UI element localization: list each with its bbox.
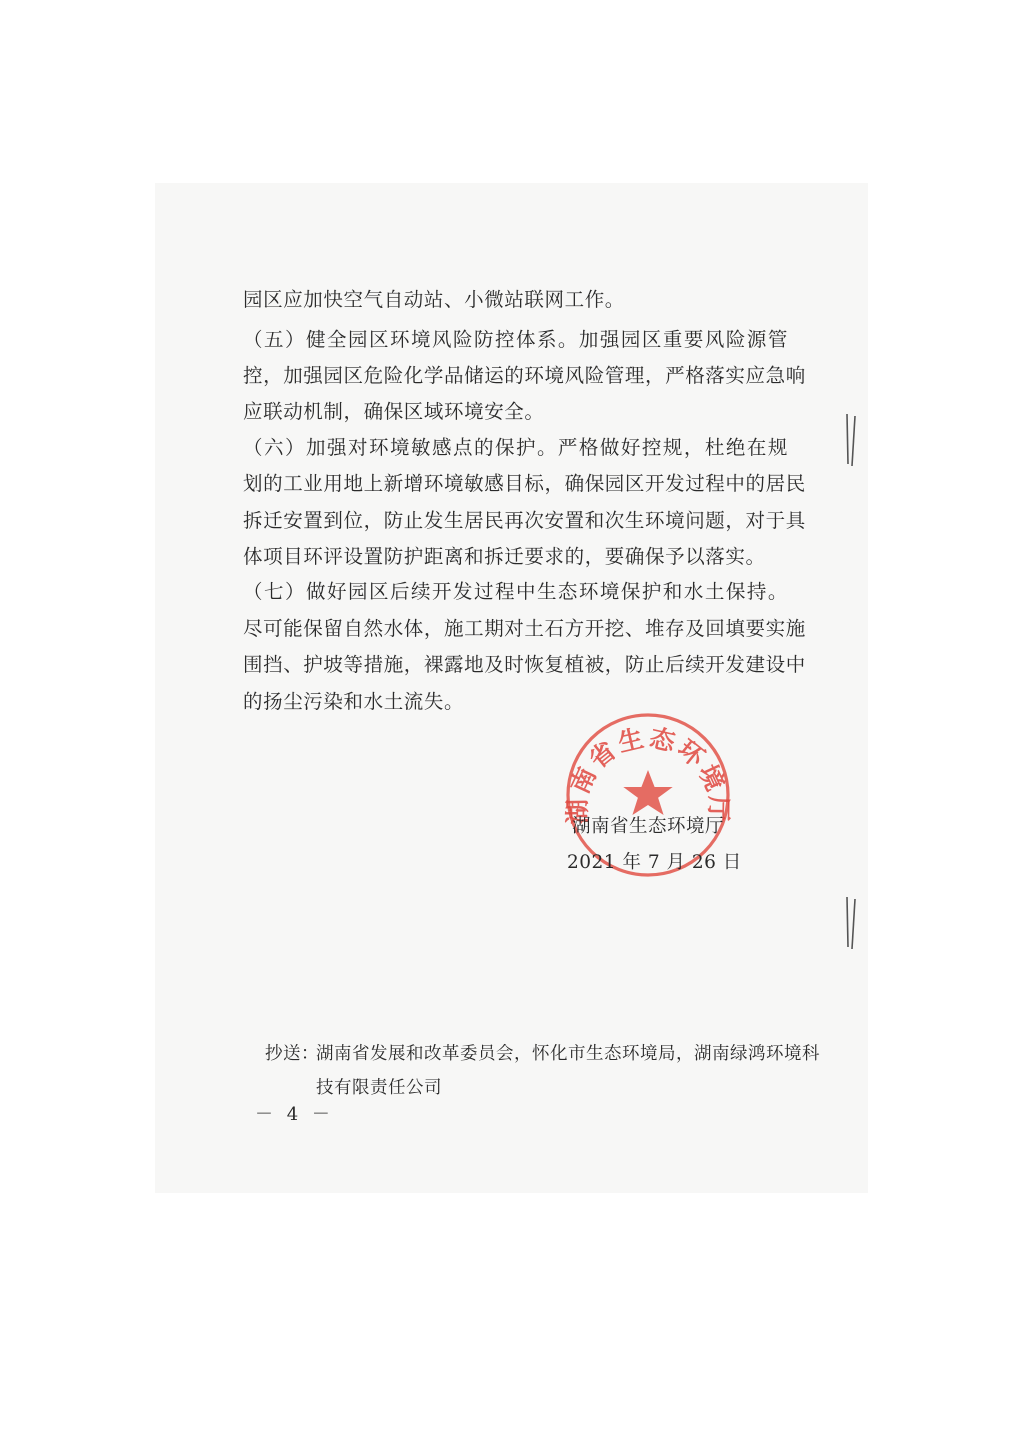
- body-line: 控，加强园区危险化学品储运的环境风险管理，严格落实应急响: [243, 364, 806, 387]
- cc-label: 抄送：: [265, 1044, 319, 1064]
- section-heading-6: （六）加强对环境敏感点的保护。严格做好控规，杜绝在规: [243, 436, 788, 459]
- body-line: 应联动机制，确保区域环境安全。: [243, 400, 545, 423]
- issue-date: 2021 年 7 月 26 日: [567, 852, 742, 873]
- body-line: 的扬尘污染和水土流失。: [243, 690, 465, 713]
- cc-recipients-line1: 湖南省发展和改革委员会，怀化市生态环境局，湖南绿鸿环境科: [316, 1044, 820, 1064]
- body-line: 园区应加快空气自动站、小微站联网工作。: [243, 288, 625, 311]
- cc-recipients-line2: 技有限责任公司: [316, 1078, 442, 1098]
- issuing-organization: 湖南省生态环境厅: [572, 816, 725, 837]
- body-line: 拆迁安置到位，防止发生居民再次安置和次生环境问题，对于具: [243, 509, 806, 532]
- seal-star-icon: [623, 770, 672, 815]
- margin-tick-mark: [843, 412, 861, 468]
- page-number: － 4 －: [255, 1104, 334, 1125]
- section-heading-5: （五）健全园区环境风险防控体系。加强园区重要风险源管: [243, 328, 788, 351]
- body-line: 围挡、护坡等措施，裸露地及时恢复植被，防止后续开发建设中: [243, 653, 806, 676]
- body-line: 划的工业用地上新增环境敏感目标，确保园区开发过程中的居民: [243, 472, 806, 495]
- section-heading-7: （七）做好园区后续开发过程中生态环境保护和水土保持。: [243, 580, 788, 603]
- seal-text: 湖南省生态环境厅: [563, 722, 733, 825]
- body-line: 尽可能保留自然水体，施工期对土石方开挖、堆存及回填要实施: [243, 617, 806, 640]
- margin-tick-mark: [843, 895, 861, 951]
- body-line: 体项目环评设置防护距离和拆迁要求的，要确保予以落实。: [243, 545, 766, 568]
